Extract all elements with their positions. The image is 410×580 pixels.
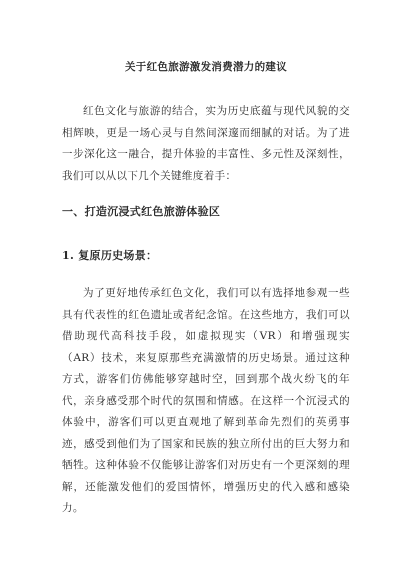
document-title: 关于红色旅游激发消费潜力的建议 bbox=[125, 61, 287, 73]
subsection-paragraph: 为了更好地传承红色文化，我们可以有选择地参观一些具有代表性的红色遗址或者纪念馆。在这些地方，我们可以借助现代高科技手段，如虚拟现实（VR）和增强现实（AR）技术，来复原那些充满激情的历史场景。通过这种方式，游客们仿佛能够穿越时空，回到那个战火纷飞的年代，亲身感受那个时代的氛围和情感。在这样一个沉浸式的体验中，游客们可以更直观地了解到革命先烈们的英勇事迹，感受到他们为了国家和民族的独立所付出的巨大努力和牺牲。这种体验不仅能够让游客们对历史有一个更深刻的理解，还能激发他们的爱国情怀，增强历史的代入感和感染力。 bbox=[62, 287, 350, 514]
intro-paragraph: 红色文化与旅游的结合，实为历史底蕴与现代风貌的交相辉映，更是一场心灵与自然间深邃而细腻的对话。为了进一步深化这一融合，提升体验的丰富性、多元性及深刻性，我们可以从以下几个关键维度着手： bbox=[62, 105, 350, 182]
section-heading: 一、打造沉浸式红色旅游体验区 bbox=[62, 205, 221, 218]
subsection-heading: 1. 复原历史场景： bbox=[62, 249, 158, 262]
